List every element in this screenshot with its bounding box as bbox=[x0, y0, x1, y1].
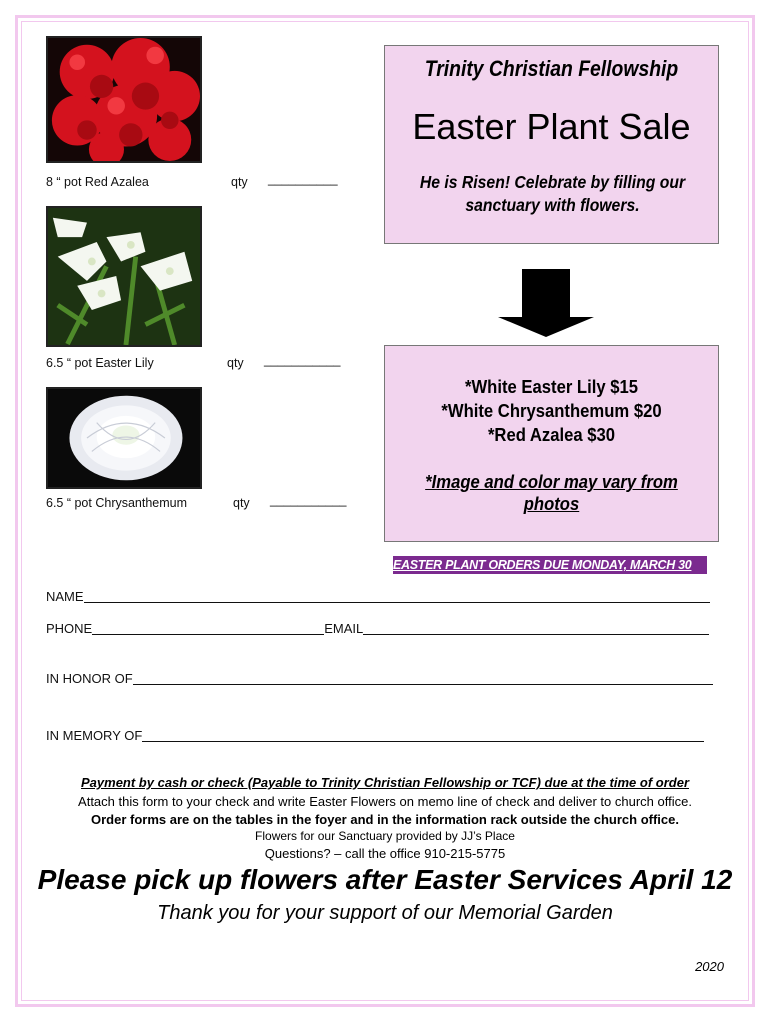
tagline-line-2: sanctuary with flowers. bbox=[465, 195, 640, 215]
in-honor-label: IN HONOR OF bbox=[46, 671, 133, 686]
azalea-label: 8 “ pot Red Azalea bbox=[46, 175, 149, 189]
in-honor-input[interactable] bbox=[133, 672, 713, 685]
in-memory-input[interactable] bbox=[142, 729, 704, 742]
year-label: 2020 bbox=[695, 959, 724, 974]
payment-instructions: Payment by cash or check (Payable to Trinity Christian Fellowship or TCF) due at the time of order bbox=[81, 775, 689, 790]
questions-contact: Questions? – call the office 910-215-5775 bbox=[264, 846, 506, 861]
chrysanthemum-qty-field[interactable]: ___________ bbox=[270, 493, 347, 507]
easter-lily-photo bbox=[46, 206, 202, 347]
red-azalea-photo bbox=[46, 36, 202, 163]
chrysanthemum-qty-label: qty bbox=[233, 496, 250, 510]
memory-field-row bbox=[46, 728, 704, 743]
price-lily: *White Easter Lily $15 bbox=[464, 376, 639, 397]
azalea-qty-label: qty bbox=[231, 175, 248, 189]
order-forms-location: Order forms are on the tables in the foyer and in the information rack outside the church office. bbox=[91, 812, 679, 827]
church-name: Trinity Christian Fellowship bbox=[424, 56, 679, 81]
price-azalea: *Red Azalea $30 bbox=[487, 424, 616, 445]
pickup-notice: Please pick up flowers after Easter Services April 12 bbox=[37, 864, 733, 895]
header-box bbox=[384, 45, 719, 244]
phone-input[interactable] bbox=[92, 622, 324, 635]
name-field-row bbox=[46, 589, 710, 604]
tagline bbox=[413, 171, 693, 217]
page-title: Easter Plant Sale bbox=[412, 106, 691, 147]
attach-instructions: Attach this form to your check and write Easter Flowers on memo line of check and deliver to church office. bbox=[78, 794, 692, 809]
phone-label: PHONE bbox=[46, 621, 93, 636]
email-label: EMAIL bbox=[324, 621, 364, 636]
in-memory-label: IN MEMORY OF bbox=[46, 728, 143, 743]
photo-disclaimer: *Image and color may vary from photos bbox=[425, 471, 678, 514]
lily-qty-label: qty bbox=[227, 356, 244, 370]
tagline-line-1: He is Risen! Celebrate by filling our bbox=[419, 172, 686, 192]
chrysanthemum-label: 6.5 “ pot Chrysanthemum bbox=[46, 496, 188, 510]
honor-field-row bbox=[46, 671, 713, 686]
price-chrysanthemum: *White Chrysanthemum $20 bbox=[441, 400, 662, 421]
prices-box bbox=[384, 345, 719, 542]
lily-qty-field[interactable]: ___________ bbox=[264, 353, 341, 367]
azalea-qty-field[interactable]: __________ bbox=[268, 172, 338, 186]
orders-due-banner: EASTER PLANT ORDERS DUE MONDAY, MARCH 30 bbox=[393, 556, 707, 574]
flowers-provider: Flowers for our Sanctuary provided by JJ’s Place bbox=[255, 829, 515, 843]
chrysanthemum-photo bbox=[46, 387, 202, 489]
thank-you-note: Thank you for your support of our Memorial Garden bbox=[157, 902, 613, 924]
name-label: NAME bbox=[46, 589, 84, 604]
email-input[interactable] bbox=[363, 622, 709, 635]
lily-label: 6.5 “ pot Easter Lily bbox=[46, 356, 154, 370]
down-arrow-icon bbox=[496, 269, 596, 337]
phone-email-row bbox=[46, 621, 709, 636]
name-input[interactable] bbox=[84, 590, 710, 603]
